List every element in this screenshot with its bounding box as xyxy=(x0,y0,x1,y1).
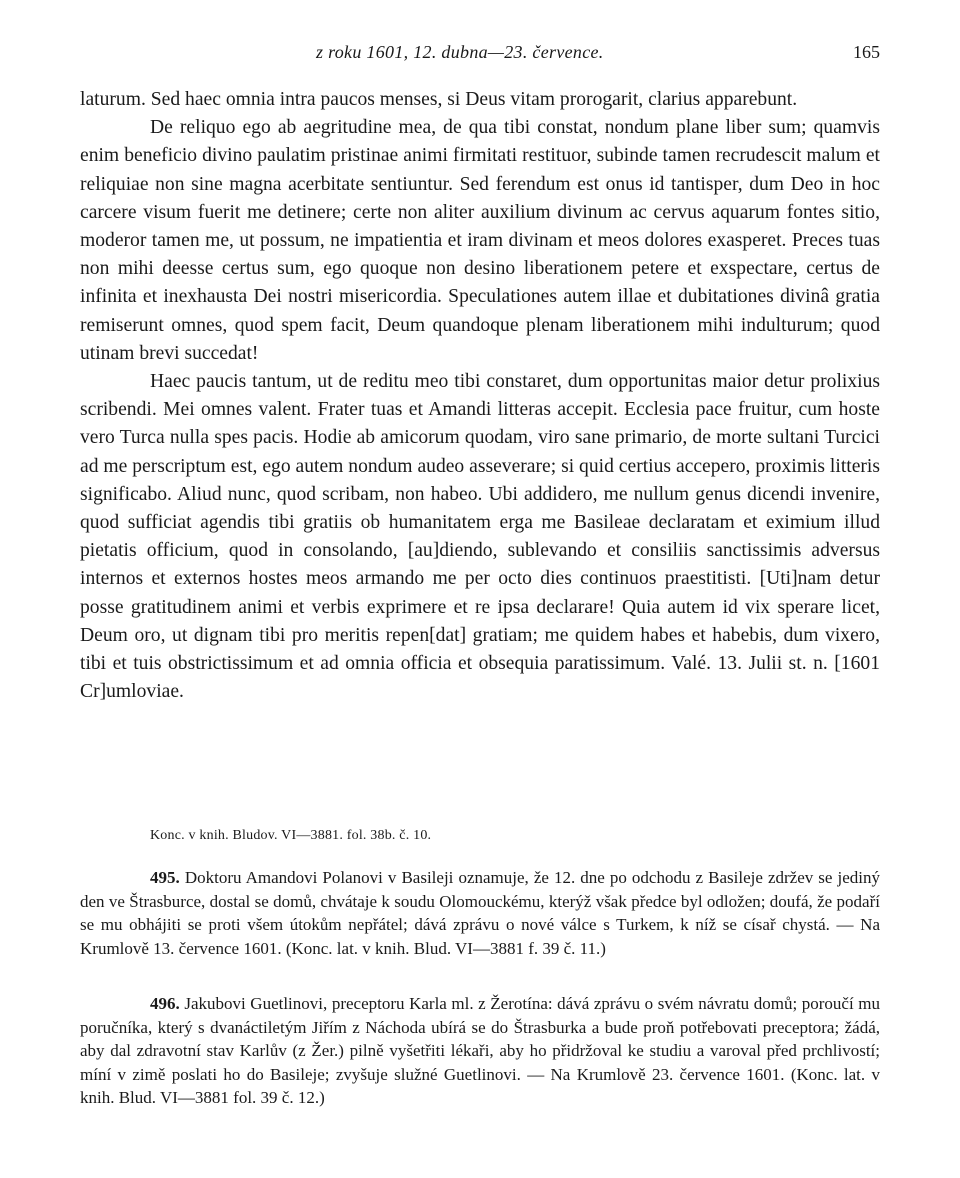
source-note: Konc. v knih. Bludov. VI—3881. fol. 38b. č. 10. xyxy=(150,828,432,843)
running-head xyxy=(0,40,960,70)
regest-496-paragraph xyxy=(80,992,880,1110)
regest-496 xyxy=(80,992,880,1110)
letter-body xyxy=(80,86,880,706)
regest-number: 496. xyxy=(150,994,180,1013)
regest-text: Jakubovi Guetlinovi, preceptoru Karla ml. z Žerotína: dává zprávu o svém návratu domů; poroučí mu poručníka, který s dvanáctiletým Jiřím z Náchoda ubírá se do Štrasburka a bude proň potřebovati preceptora; žádá, aby dal zdravotní stav Karlův (z Žer.) pilně vyšetřiti lékaři, aby ho přidržoval ke studiu a varoval před prchlivostí; míní v zimě poslati ho do Basileje; zvyšuje služné Guetlinovi. — Na Krumlově 23. července 1601. (Konc. lat. v knih. Blud. VI—3881 fol. 39 č. 12.) xyxy=(80,994,880,1108)
regest-495-paragraph xyxy=(80,866,880,960)
regest-495 xyxy=(80,866,880,960)
running-title: z roku 1601, 12. dubna—23. července. xyxy=(316,42,604,62)
page-number: 165 xyxy=(853,42,880,62)
regest-text: Doktoru Amandovi Polanovi v Basileji oznamuje, že 12. dne po odchodu z Basileje zdržev se jediný den ve Štrasburce, dostal se domů, chvátaje k soudu Olomouckému, kterýž však předce byl odložen; doufá, že podaří se mu obhájiti se proti všem útokům nepřátel; dává zprávu o nové válce s Turkem, k níž se císař chystá. — Na Krumlově 13. července 1601. (Konc. lat. v knih. Blud. VI—3881 f. 39 č. 11.) xyxy=(80,868,880,958)
letter-paragraph-3: Haec paucis tantum, ut de reditu meo tibi constaret, dum opportunitas maior detur prolixius scribendi. Mei omnes valent. Frater tuas et Amandi litteras accepit. Ecclesia pace fruitur, cum hoste vero Turca nulla spes pacis. Hodie ab amicorum quodam, viro sane primario, de morte sultani Turcici ad me perscriptum est, ego autem nondum audeo asseverare; si quid certius accepero, proximis litteris significabo. Aliud nunc, quod scribam, non habeo. Ubi addidero, me nullum genus dicendi invenire, quod sufficiat agendis tibi gratiis ob humanitatem erga me Basileae declaratam et eximium illud pietatis officium, quod in consolando, [au]diendo, sublevando et consiliis sanctissimis adversus internos et externos hostes meos armando me per octo dies continuos praestitisti. [Uti]nam detur posse gratitudinem animi et verbis exprimere et re ipsa declarare! Quia autem id vix sperare licet, Deum oro, ut dignam tibi pro meritis repen[dat] gratiam; me quidem habes et habebis, dum vixero, tibi et tuis obstrictissimum et ad omnia officia et obsequia paratissimum. Valé. 13. Julii st. n. [1601 Cr]umloviae. xyxy=(80,371,880,703)
letter-paragraph-2: De reliquo ego ab aegritudine mea, de qua tibi constat, nondum plane liber sum; quamvis enim beneficio divino paulatim pristinae animi firmitati restituor, subinde tamen recrudescit malum et reliquiae non sine magna acerbitate sentiuntur. Sed ferendum est onus id tantisper, dum Deo in hoc carcere visum fuerit me detinere; certe non aliter auxilium divinum ac cervus aquarum fontes sitio, moderor tamen me, ut possum, ne impatientia et iram divinam et meos dolores exasperet. Preces tuas non mihi deesse certus sum, ego quoque non desino liberationem petere et exspectare, certus de infinita et inexhausta Dei nostri misericordia. Speculationes autem illae et dubitationes divinâ gratia remiserunt omnes, quod spem facit, Deum quandoque plenam liberationem mihi indulturum; quod utinam brevi succedat! xyxy=(80,117,880,364)
letter-paragraph-1: laturum. Sed haec omnia intra paucos menses, si Deus vitam prorogarit, clarius apparebunt. xyxy=(80,89,798,110)
regest-number: 495. xyxy=(150,868,180,887)
